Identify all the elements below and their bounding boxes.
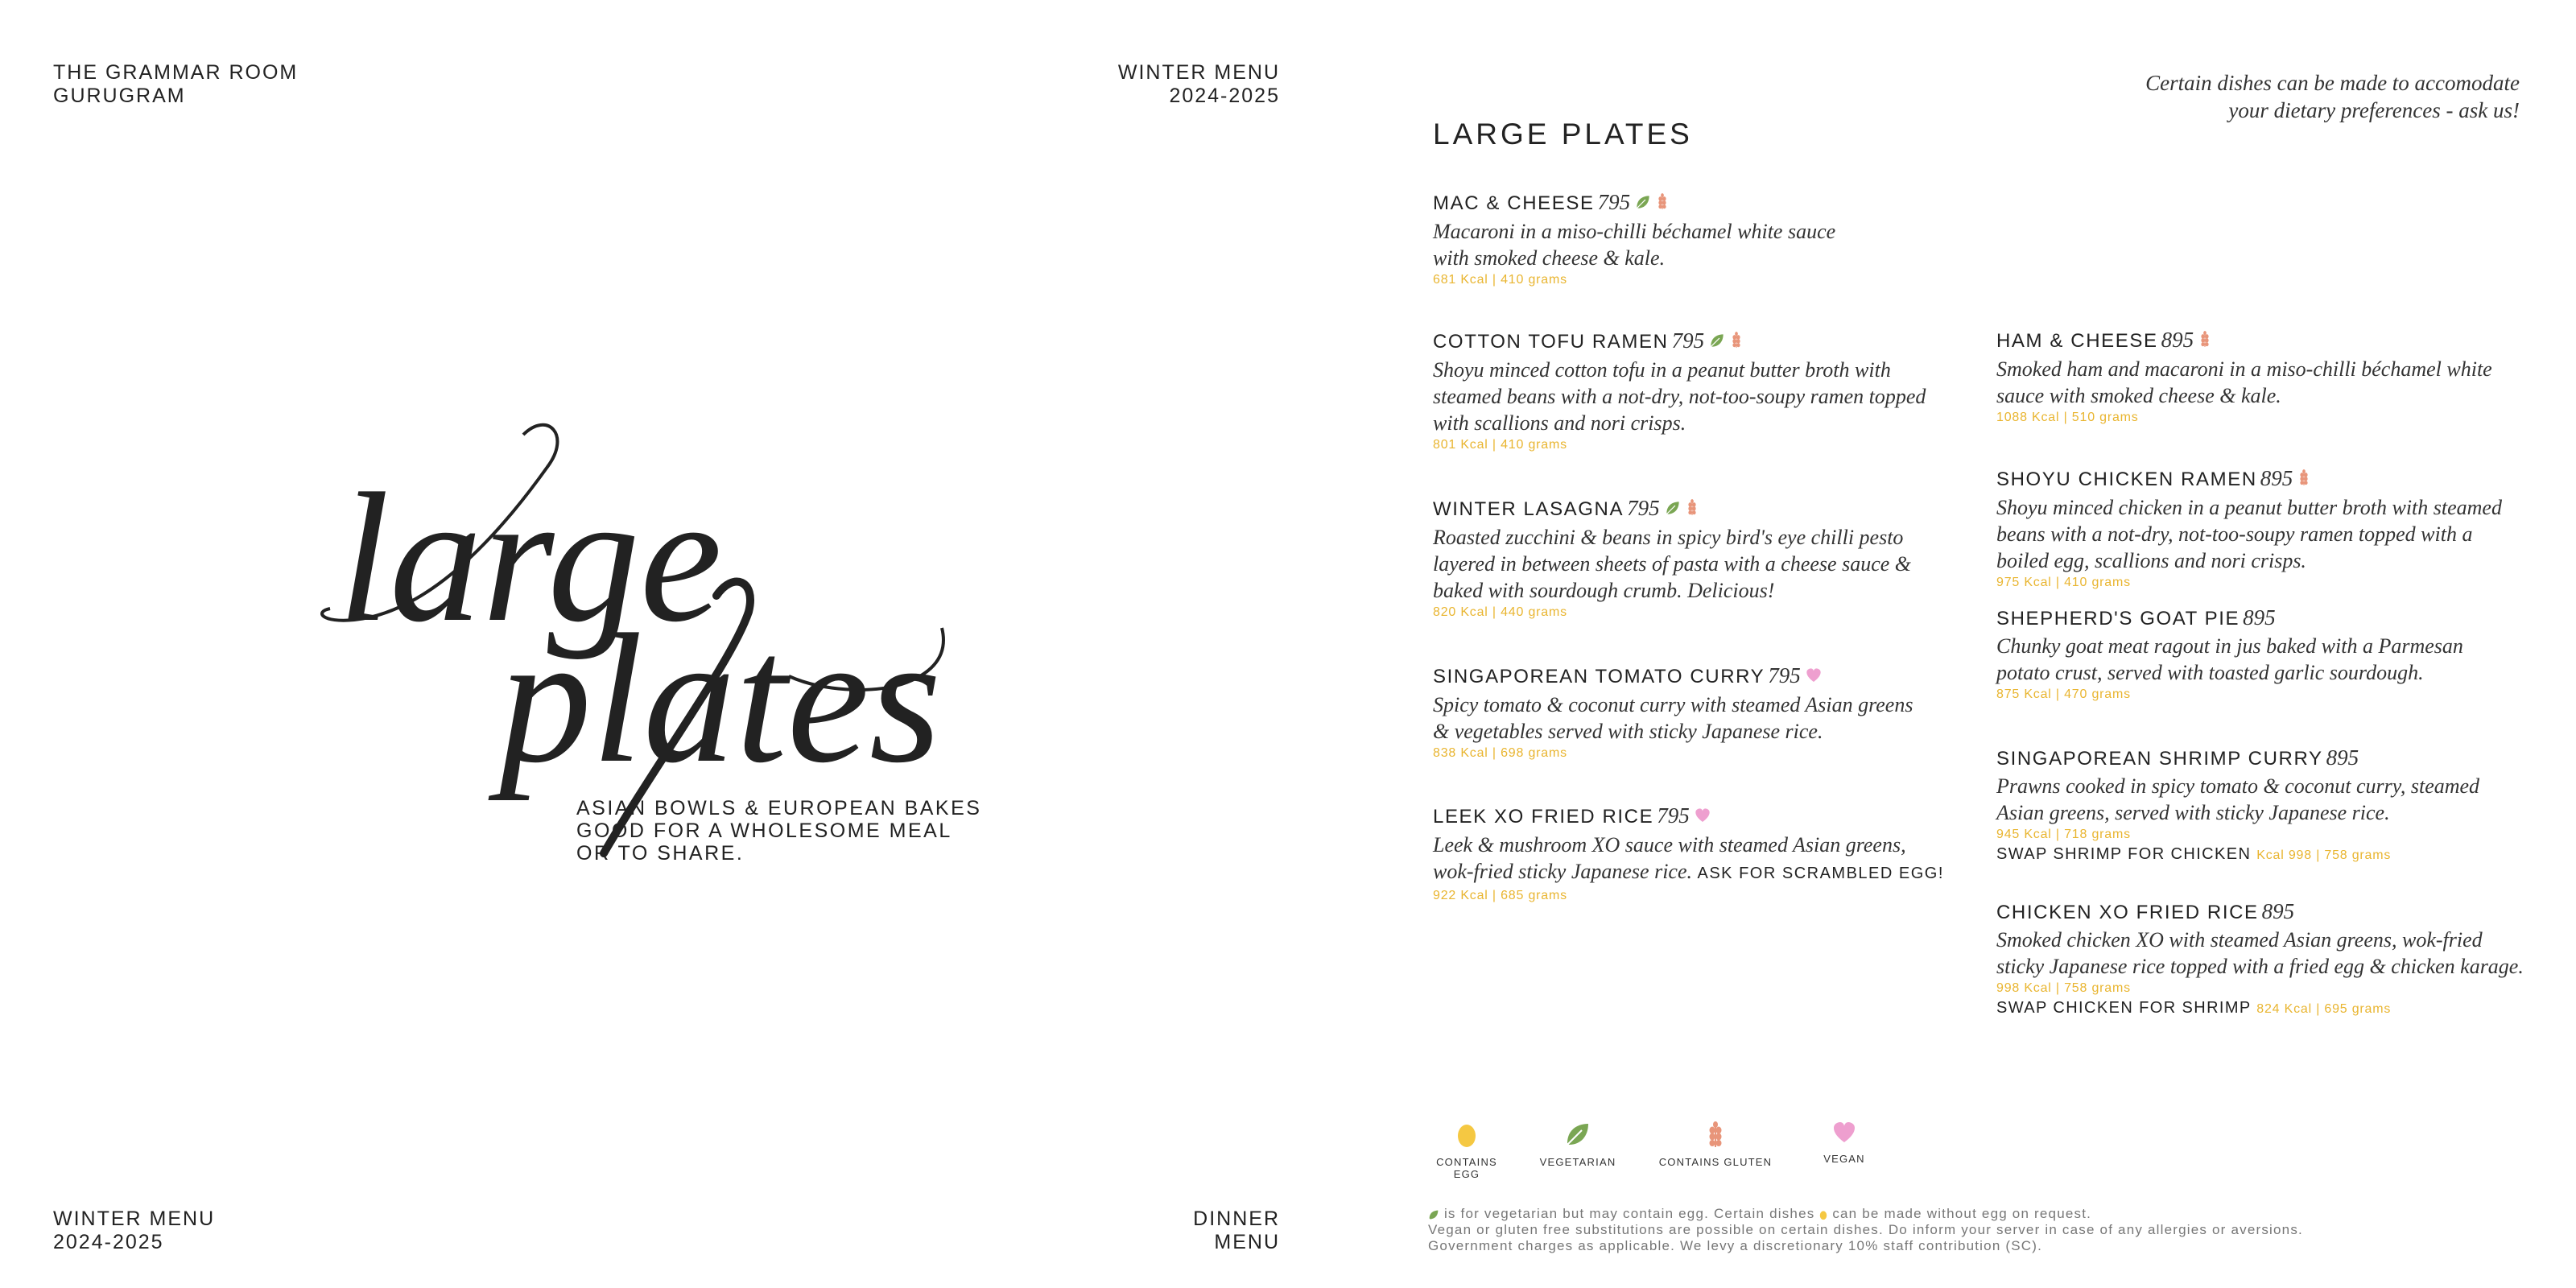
dish-description-line [1433, 718, 1948, 745]
vegetarian-icon [1635, 191, 1651, 218]
dish-nutrition: 945 Kcal | 718 grams [1996, 828, 2131, 841]
gluten-icon [1686, 497, 1699, 524]
dish-header [1996, 898, 2528, 927]
dish-nutrition: 1088 Kcal | 510 grams [1996, 410, 2139, 424]
menu-item [1433, 327, 1948, 454]
dish-note: ASK FOR SCRAMBLED EGG! [1697, 864, 1944, 882]
dish-name: SINGAPOREAN SHRIMP CURRY [1996, 748, 2323, 770]
venue-line: THE GRAMMAR ROOM [53, 61, 299, 84]
dish-name: SHOYU CHICKEN RAMEN [1996, 469, 2257, 490]
gluten-icon [2297, 467, 2310, 494]
dish-description-line [1996, 521, 2528, 547]
season-name: WINTER MENU [53, 1208, 216, 1230]
legend-label: CONTAINS EGG [1436, 1156, 1497, 1180]
leaf-icon [1428, 1209, 1439, 1220]
dish-header [1996, 326, 2528, 356]
description-text: with scallions and nori crisps. [1433, 411, 1686, 435]
dish-nutrition: 875 Kcal | 470 grams [1996, 687, 2131, 701]
dish-description-line [1996, 547, 2528, 574]
dish-description-line [1433, 858, 1948, 887]
dish-description-line [1433, 551, 1948, 577]
dish-description-line [1996, 927, 2528, 953]
dish-description-line [1996, 356, 2528, 382]
swap-option [1996, 844, 2528, 865]
description-text: wok-fried sticky Japanese rice. [1433, 859, 1692, 883]
tagline-line: ASIAN BOWLS & EUROPEAN BAKES [576, 797, 982, 819]
swap-nutrition: Kcal 998 | 758 grams [2256, 848, 2392, 862]
dish-price: 895 [2260, 466, 2293, 490]
menu-item [1433, 188, 1948, 289]
footer-line-1 [1428, 1206, 2303, 1222]
legend-item-egg [1425, 1121, 1509, 1180]
footer-line-2: Vegan or gluten free substitutions are possible on certain dishes. Do inform your server in case of any allergies or aversions. [1428, 1222, 2303, 1237]
menu-item [1996, 326, 2528, 427]
dish-nutrition: 998 Kcal | 758 grams [1996, 981, 2131, 995]
dish-price: 795 [1768, 663, 1801, 687]
leaf-icon [1564, 1121, 1591, 1148]
legend-item-vegetarian [1509, 1121, 1647, 1180]
script-word-large: large [338, 455, 722, 660]
dish-description-line [1996, 659, 2528, 686]
dish-name: HAM & CHEESE [1996, 330, 2158, 352]
season-label-top [1030, 61, 1280, 108]
venue-city: GURUGRAM [53, 85, 186, 107]
dish-description-line [1996, 633, 2528, 659]
dish-price: 895 [2326, 745, 2359, 770]
dish-header [1433, 662, 1948, 691]
dish-name: CHICKEN XO FRIED RICE [1996, 902, 2259, 923]
dish-price: 895 [2243, 605, 2276, 630]
dish-description-line [1433, 245, 1948, 271]
description-text: steamed beans with a not-dry, not-too-soupy ramen topped [1433, 384, 1926, 408]
dietary-note-line: your dietary preferences - ask us! [2228, 98, 2520, 122]
description-text: Chunky goat meat ragout in jus baked with a Parmesan [1996, 634, 2463, 658]
dish-header [1996, 744, 2528, 773]
dish-description-line [1996, 953, 2528, 980]
dish-name: COTTON TOFU RAMEN [1433, 331, 1669, 353]
menu-type-label [1030, 1208, 1280, 1254]
description-text: Prawns cooked in spicy tomato & coconut curry, steamed [1996, 774, 2480, 798]
section-title: LARGE PLATES [1433, 118, 1693, 151]
dish-nutrition: 975 Kcal | 410 grams [1996, 575, 2131, 589]
description-text: layered in between sheets of pasta with a cheese sauce & [1433, 551, 1912, 576]
gluten-icon [1730, 329, 1743, 357]
dish-nutrition: 838 Kcal | 698 grams [1433, 745, 1567, 760]
description-text: Spicy tomato & coconut curry with steamed Asian greens [1433, 692, 1913, 716]
heart-icon [1832, 1121, 1856, 1145]
description-text: potato crust, served with toasted garlic sourdough. [1996, 661, 2424, 684]
dish-header [1433, 327, 1948, 357]
menu-item [1433, 802, 1948, 905]
dish-description-line [1433, 218, 1948, 245]
menu-type-word: MENU [1214, 1231, 1280, 1253]
description-text: Shoyu minced chicken in a peanut butter broth with steamed [1996, 495, 2502, 519]
wheat-icon [1705, 1121, 1726, 1148]
dish-description [1996, 633, 2528, 686]
footer-text: can be made without egg on request. [1832, 1206, 2092, 1221]
description-text: baked with sourdough crumb. Delicious! [1433, 578, 1775, 602]
gluten-icon [2198, 328, 2211, 356]
legend-label: VEGETARIAN [1539, 1156, 1616, 1168]
dish-description-line [1996, 382, 2528, 409]
dish-nutrition: 801 Kcal | 410 grams [1433, 437, 1567, 452]
dish-price: 895 [2161, 328, 2194, 352]
dietary-note [2021, 69, 2520, 124]
dish-price: 795 [1597, 190, 1631, 214]
description-text: Roasted zucchini & beans in spicy bird's eye chilli pesto [1433, 525, 1904, 549]
dietary-note-line: Certain dishes can be made to accomodate [2145, 71, 2520, 95]
dish-description-line [1996, 494, 2528, 521]
menu-item [1433, 494, 1948, 621]
dish-price: 795 [1671, 328, 1705, 353]
dish-price: 795 [1657, 803, 1690, 828]
dish-header [1433, 188, 1948, 218]
tagline-line: GOOD FOR A WHOLESOME MEAL [576, 819, 952, 842]
description-text: Macaroni in a miso-chilli béchamel white sauce [1433, 219, 1836, 243]
season-label-bottom [53, 1208, 215, 1254]
dish-description [1433, 524, 1948, 604]
dish-description [1433, 832, 1948, 887]
description-text: Asian greens, served with sticky Japanese rice. [1996, 801, 2390, 824]
vegetarian-icon [1665, 497, 1681, 524]
description-text: & vegetables served with sticky Japanese rice. [1433, 719, 1823, 743]
dish-nutrition: 820 Kcal | 440 grams [1433, 605, 1567, 619]
vegan-icon [1806, 664, 1822, 691]
legend-item-gluten [1647, 1121, 1784, 1180]
script-word-plates: plates [499, 596, 942, 801]
dish-price: 795 [1627, 496, 1660, 520]
menu-item [1996, 898, 2528, 1018]
description-text: beans with a not-dry, not-too-soupy ramen topped with a [1996, 522, 2473, 546]
legend-item-vegan [1784, 1121, 1905, 1180]
tagline-line: OR TO SHARE. [576, 842, 745, 865]
dish-description-line [1433, 691, 1948, 718]
swap-label: SWAP SHRIMP FOR CHICKEN [1996, 845, 2252, 863]
swap-option [1996, 997, 2528, 1018]
dish-nutrition: 681 Kcal | 410 grams [1433, 272, 1567, 287]
dish-description [1433, 218, 1948, 271]
vegan-icon [1695, 804, 1711, 832]
description-text: boiled egg, scallions and nori crisps. [1996, 548, 2306, 572]
footer-notes [1428, 1206, 2303, 1254]
menu-item [1433, 662, 1948, 762]
dish-name: MAC & CHEESE [1433, 192, 1595, 214]
dish-description-line [1996, 799, 2528, 826]
season-year: 2024-2025 [1169, 85, 1280, 107]
swap-nutrition: 824 Kcal | 695 grams [2256, 1002, 2392, 1016]
menu-item [1996, 464, 2528, 592]
egg-icon [1456, 1121, 1477, 1148]
dish-name: WINTER LASAGNA [1433, 498, 1624, 520]
dish-header [1433, 802, 1948, 832]
dish-description [1433, 691, 1948, 745]
dish-description-line [1433, 832, 1948, 858]
dish-header [1433, 494, 1948, 524]
season-name: WINTER MENU [1117, 61, 1280, 84]
dish-description-line [1433, 357, 1948, 383]
description-text: Leek & mushroom XO sauce with steamed Asian greens, [1433, 832, 1906, 857]
dish-description-line [1433, 577, 1948, 604]
menu-item [1996, 604, 2528, 704]
diet-legend [1425, 1121, 1905, 1180]
description-text: sauce with smoked cheese & kale. [1996, 383, 2281, 407]
dish-header [1996, 604, 2528, 633]
footer-line-3: Government charges as applicable. We levy a discretionary 10% staff contribution (SC). [1428, 1238, 2043, 1253]
dish-description [1433, 357, 1948, 436]
legend-label: CONTAINS GLUTEN [1658, 1156, 1773, 1168]
tagline [576, 797, 981, 865]
dish-name: LEEK XO FRIED RICE [1433, 806, 1654, 828]
dish-description [1996, 927, 2528, 980]
dish-description-line [1433, 524, 1948, 551]
description-text: sticky Japanese rice topped with a fried egg & chicken karage. [1996, 955, 2524, 978]
swap-label: SWAP CHICKEN FOR SHRIMP [1996, 999, 2252, 1017]
menu-type: DINNER [1193, 1208, 1280, 1230]
dish-description [1996, 773, 2528, 826]
venue-name [53, 61, 298, 108]
dish-name: SHEPHERD'S GOAT PIE [1996, 608, 2240, 630]
dish-description [1996, 356, 2528, 409]
description-text: Shoyu minced cotton tofu in a peanut butter broth with [1433, 357, 1891, 382]
dish-description [1996, 494, 2528, 574]
vegetarian-icon [1709, 329, 1725, 357]
legend-label: VEGAN [1823, 1153, 1865, 1165]
description-text: with smoked cheese & kale. [1433, 246, 1666, 270]
footer-text: is for vegetarian but may contain egg. Certain dishes [1443, 1206, 1815, 1221]
description-text: Smoked chicken XO with steamed Asian greens, wok-fried [1996, 928, 2483, 952]
egg-icon [1819, 1209, 1827, 1220]
season-year: 2024-2025 [53, 1231, 164, 1253]
dish-name: SINGAPOREAN TOMATO CURRY [1433, 666, 1765, 687]
dish-description-line [1433, 383, 1948, 410]
dish-nutrition: 922 Kcal | 685 grams [1433, 888, 1567, 902]
dish-description-line [1996, 773, 2528, 799]
dish-price: 895 [2261, 899, 2295, 923]
gluten-icon [1656, 191, 1669, 218]
dish-description-line [1433, 410, 1948, 436]
dish-header [1996, 464, 2528, 494]
menu-item [1996, 744, 2528, 865]
description-text: Smoked ham and macaroni in a miso-chilli béchamel white [1996, 357, 2492, 381]
